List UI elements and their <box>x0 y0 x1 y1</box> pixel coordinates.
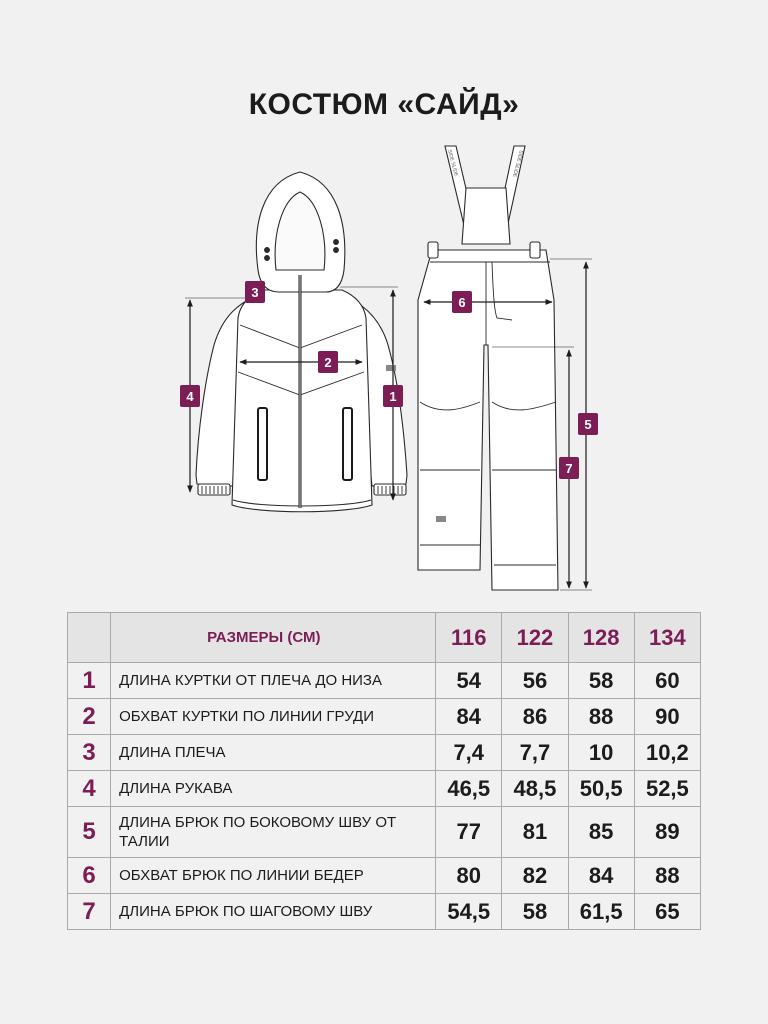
header-sizes-label: РАЗМЕРЫ (СМ) <box>111 613 436 663</box>
row-value: 84 <box>436 699 502 735</box>
jacket-right-pocket <box>343 408 352 480</box>
pants-bib <box>462 188 510 244</box>
row-value: 81 <box>502 807 568 858</box>
row-value: 61,5 <box>568 894 634 930</box>
badge-2 <box>318 351 338 373</box>
row-value: 52,5 <box>634 771 700 807</box>
size-table-header <box>68 613 701 663</box>
row-value: 88 <box>568 699 634 735</box>
badge-7 <box>559 457 579 479</box>
table-row <box>68 735 701 771</box>
svg-text:3: 3 <box>251 285 259 300</box>
header-size: 122 <box>502 613 568 663</box>
row-value: 7,4 <box>436 735 502 771</box>
row-value: 48,5 <box>502 771 568 807</box>
row-value: 82 <box>502 858 568 894</box>
row-name: ДЛИНА БРЮК ПО ШАГОВОМУ ШВУ <box>111 894 436 930</box>
row-number: 1 <box>68 663 111 699</box>
row-value: 10,2 <box>634 735 700 771</box>
header-empty-cell <box>68 613 111 663</box>
svg-text:6: 6 <box>458 295 466 310</box>
row-value: 85 <box>568 807 634 858</box>
table-row <box>68 807 701 858</box>
row-value: 89 <box>634 807 700 858</box>
table-row <box>68 894 701 930</box>
badge-6 <box>452 291 472 313</box>
row-value: 58 <box>568 663 634 699</box>
pants-drawing <box>418 146 558 590</box>
row-name: ОБХВАТ КУРТКИ ПО ЛИНИИ ГРУДИ <box>111 699 436 735</box>
row-value: 77 <box>436 807 502 858</box>
table-row <box>68 699 701 735</box>
page-title: КОСТЮМ «САЙД» <box>248 88 520 121</box>
row-name: ОБХВАТ БРЮК ПО ЛИНИИ БЕДЕР <box>111 858 436 894</box>
header-size: 134 <box>634 613 700 663</box>
row-name: ДЛИНА ПЛЕЧА <box>111 735 436 771</box>
row-value: 7,7 <box>502 735 568 771</box>
row-name: ДЛИНА РУКАВА <box>111 771 436 807</box>
row-number: 2 <box>68 699 111 735</box>
table-row <box>68 858 701 894</box>
row-value: 90 <box>634 699 700 735</box>
row-value: 88 <box>634 858 700 894</box>
row-value: 86 <box>502 699 568 735</box>
row-value: 80 <box>436 858 502 894</box>
svg-text:4: 4 <box>186 389 194 404</box>
row-value: 56 <box>502 663 568 699</box>
badge-1 <box>383 385 403 407</box>
svg-text:5: 5 <box>584 417 592 432</box>
table-row <box>68 771 701 807</box>
row-name: ДЛИНА КУРТКИ ОТ ПЛЕЧА ДО НИЗА <box>111 663 436 699</box>
svg-text:1: 1 <box>389 389 397 404</box>
badge-5 <box>578 413 598 435</box>
header-size: 128 <box>568 613 634 663</box>
table-row <box>68 663 701 699</box>
pants-main <box>418 250 558 590</box>
row-value: 58 <box>502 894 568 930</box>
row-value: 54 <box>436 663 502 699</box>
row-value: 10 <box>568 735 634 771</box>
row-number: 3 <box>68 735 111 771</box>
row-number: 5 <box>68 807 111 858</box>
row-name: ДЛИНА БРЮК ПО БОКОВОМУ ШВУ ОТ ТАЛИИ <box>111 807 436 858</box>
size-table <box>67 612 701 930</box>
row-number: 6 <box>68 858 111 894</box>
row-value: 65 <box>634 894 700 930</box>
strap-label-right: SIDE SLIDE <box>510 149 524 178</box>
strap-label-left: SIDE SLIDE <box>446 148 459 178</box>
row-value: 84 <box>568 858 634 894</box>
header-size: 116 <box>436 613 502 663</box>
svg-text:7: 7 <box>565 461 573 476</box>
row-number: 7 <box>68 894 111 930</box>
svg-text:2: 2 <box>324 355 332 370</box>
jacket-left-pocket <box>258 408 267 480</box>
row-value: 46,5 <box>436 771 502 807</box>
badge-3 <box>245 281 265 303</box>
row-value: 54,5 <box>436 894 502 930</box>
row-number: 4 <box>68 771 111 807</box>
row-value: 60 <box>634 663 700 699</box>
badge-4 <box>180 385 200 407</box>
row-value: 50,5 <box>568 771 634 807</box>
